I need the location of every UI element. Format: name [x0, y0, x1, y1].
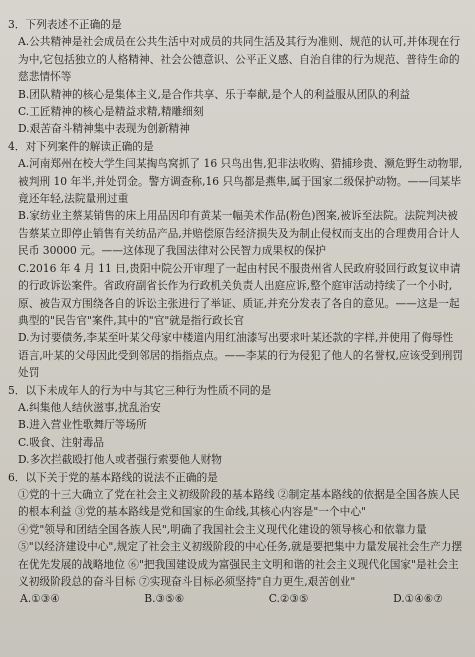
question-4-option-c: C.2016 年 4 月 11 日,贵阳中院公开审理了一起由村民不服贵州省人民政府驳回行政复议申请的行政诉讼案件。省政府副省长作为行政机关负责人出庭应诉,整个庭审活动持续了一个小时,原、被告双方围绕各自的诉讼主张进行了举证、质证,并充分发表了各自的意见。——这是一起典型的"民告官"案件,其中的"官"就是指行政长官	[18, 261, 461, 327]
question-6-answer-b: B.③⑤⑥	[144, 592, 185, 606]
question-5-option-a: A.纠集他人结伙滋事,扰乱治安	[18, 400, 161, 414]
question-6-title: 6．以下关于党的基本路线的说法不正确的是	[8, 470, 218, 484]
question-3	[8, 16, 463, 138]
question-5-title: 5．以下未成年人的行为中与其它三种行为性质不同的是	[8, 383, 272, 397]
question-5-option-b: B.进入营业性歌舞厅等场所	[18, 418, 147, 432]
question-5	[8, 382, 463, 469]
question-5-option-d: D.多次拦截殴打他人或者强行索要他人财物	[18, 453, 222, 467]
exam-content	[8, 16, 463, 608]
question-6-answer-c: C.②③⑤	[268, 592, 309, 606]
question-4-option-b: B.家纺业主蔡某销售的床上用品因印有黄某一幅美术作品(粉色)图案,被诉至法院。法院判决被告蔡某立即停止销售有关纺品产品,并赔偿原告经济损失及为制止侵权而支出的合理费用合计人民币 30000 元。——这体现了我国法律对公民智力成果权的保护	[18, 209, 460, 258]
question-3-title: 3．下列表述不正确的是	[8, 18, 122, 31]
question-4-option-a: A.河南郑州在校大学生闫某掏鸟窝抓了 16 只鸟出售,犯非法收购、猎捕珍贵、濒危野生动物罪,被判刑 10 年半,并处罚金。警方调查称,16 只鸟都是燕隼,属于国家二级保护动物。——闫某毕竟还年轻,法院量刑过重	[18, 157, 463, 206]
question-4-title: 4．对下列案件的解读正确的是	[8, 139, 154, 153]
question-3-option-a: A.公共精神是社会成员在公共生活中对成员的共同生活及其行为准则、规范的认可,并体现在行为中,它包括独立的人格精神、社会公德意识、公平正义感、自治自律的行为规范、普待生命的慈悲情怀等	[18, 35, 461, 84]
question-3-option-c: C.工匠精神的核心是精益求精,精雕细刻	[18, 105, 204, 119]
question-6-statements-3: ⑤"以经济建设中心",规定了社会主义初级阶段的中心任务,就是要把集中力量发展社会生产力摆在优先发展的战略地位 ⑥"把我国建设成为富强民主文明和谐的社会主义现代化国家"是社会主义初级阶段总的奋斗目标 ⑦实现奋斗目标必须坚持"自力更生,艰苦创业"	[18, 540, 463, 588]
question-6-answer-a: A.①③④	[20, 592, 60, 606]
question-5-option-c: C.吸食、注射毒品	[18, 435, 105, 449]
question-3-option-b: B.团队精神的核心是集体主义,是合作共享、乐于奉献,是个人的利益服从团队的利益	[18, 87, 411, 101]
question-6-statements-2: ④党"领导和团结全国各族人民",明确了我国社会主义现代化建设的领导核心和依靠力量	[18, 522, 427, 536]
question-6-statements-1: ①党的十三大确立了党在社会主义初级阶段的基本路线 ②制定基本路线的依据是全国各族人民的根本利益 ③党的基本路线是党和国家的生命线,其核心内容是"一个中心"	[18, 487, 460, 519]
question-3-option-d: D.艰苦奋斗精神集中表现为创新精神	[18, 122, 190, 136]
question-6-answer-d: D.①④⑥⑦	[393, 592, 443, 606]
question-4	[8, 138, 463, 382]
question-6-answers	[8, 590, 463, 607]
question-4-option-d: D.为讨要债务,李某至叶某父母家中楼道内用红油漆写出要求叶某还款的字样,并使用了侮辱性语言,叶某的父母因此受到邻居的指指点点。——李某的行为侵犯了他人的名誉权,应该受到刑罚处罚	[18, 331, 463, 380]
question-6	[8, 469, 463, 608]
